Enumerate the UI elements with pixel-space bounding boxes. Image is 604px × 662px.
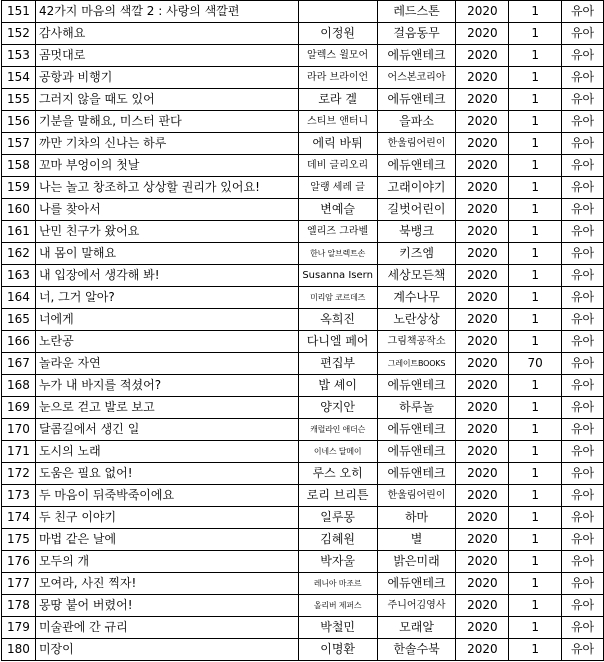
cell-year: 2020 (456, 595, 509, 617)
cell-grade: 유아 (562, 67, 604, 89)
cell-author: 박자울 (298, 551, 377, 573)
cell-grade: 유아 (562, 529, 604, 551)
cell-year: 2020 (456, 397, 509, 419)
cell-grade: 유아 (562, 375, 604, 397)
cell-author (298, 1, 377, 23)
cell-grade: 유아 (562, 309, 604, 331)
table-row (2, 441, 604, 463)
cell-year: 2020 (456, 155, 509, 177)
cell-year: 2020 (456, 463, 509, 485)
cell-publisher: 고래이야기 (377, 177, 456, 199)
cell-title: 너에게 (35, 309, 298, 331)
cell-author: 라라 브라이언 (298, 67, 377, 89)
cell-year: 2020 (456, 133, 509, 155)
cell-author: 에릭 바튀 (298, 133, 377, 155)
cell-author: 로리 브리튼 (298, 485, 377, 507)
cell-publisher: 길벗어린이 (377, 199, 456, 221)
cell-quantity: 1 (509, 23, 562, 45)
cell-quantity: 1 (509, 287, 562, 309)
cell-title: 꼬마 부엉이의 첫날 (35, 155, 298, 177)
cell-grade: 유아 (562, 463, 604, 485)
cell-publisher: 그림책공작소 (377, 331, 456, 353)
cell-author: 편집부 (298, 353, 377, 375)
cell-author: 캐럴라인 애더슨 (298, 419, 377, 441)
cell-author: Susanna Isern (298, 265, 377, 287)
cell-quantity: 1 (509, 375, 562, 397)
cell-author: 한나 알브렉트손 (298, 243, 377, 265)
table-row (2, 375, 604, 397)
cell-title: 까만 기차의 신나는 하루 (35, 133, 298, 155)
cell-grade: 유아 (562, 111, 604, 133)
table-row (2, 287, 604, 309)
cell-number: 176 (2, 551, 36, 573)
cell-author: 이네스 달메이 (298, 441, 377, 463)
table-row (2, 507, 604, 529)
cell-publisher: 그레이트BOOKS (377, 353, 456, 375)
table-row (2, 1, 604, 23)
cell-grade: 유아 (562, 397, 604, 419)
cell-grade: 유아 (562, 287, 604, 309)
cell-number: 154 (2, 67, 36, 89)
cell-grade: 유아 (562, 507, 604, 529)
cell-grade: 유아 (562, 243, 604, 265)
cell-quantity: 1 (509, 155, 562, 177)
table-row (2, 89, 604, 111)
cell-title: 도움은 필요 없어! (35, 463, 298, 485)
cell-title: 미술관에 간 규리 (35, 617, 298, 639)
cell-publisher: 노란상상 (377, 309, 456, 331)
cell-number: 178 (2, 595, 36, 617)
table-row (2, 529, 604, 551)
cell-grade: 유아 (562, 199, 604, 221)
cell-title: 미장이 (35, 639, 298, 661)
cell-number: 159 (2, 177, 36, 199)
cell-title: 눈으로 걷고 발로 보고 (35, 397, 298, 419)
cell-number: 158 (2, 155, 36, 177)
cell-quantity: 1 (509, 529, 562, 551)
cell-author: 박철민 (298, 617, 377, 639)
cell-author: 루스 오히 (298, 463, 377, 485)
cell-grade: 유아 (562, 265, 604, 287)
cell-author: 알렉스 윌모어 (298, 45, 377, 67)
cell-publisher: 에듀앤테크 (377, 155, 456, 177)
cell-year: 2020 (456, 221, 509, 243)
table-row (2, 199, 604, 221)
table-row (2, 463, 604, 485)
cell-title: 너, 그거 알아? (35, 287, 298, 309)
cell-year: 2020 (456, 265, 509, 287)
cell-title: 누가 내 바지를 적셨어? (35, 375, 298, 397)
cell-quantity: 1 (509, 221, 562, 243)
cell-publisher: 한울림어린이 (377, 133, 456, 155)
cell-publisher: 에듀앤테크 (377, 45, 456, 67)
cell-grade: 유아 (562, 441, 604, 463)
cell-title: 두 마음이 뒤죽박죽이에요 (35, 485, 298, 507)
cell-number: 180 (2, 639, 36, 661)
cell-quantity: 1 (509, 67, 562, 89)
cell-quantity: 1 (509, 1, 562, 23)
cell-publisher: 에듀앤테크 (377, 463, 456, 485)
cell-number: 162 (2, 243, 36, 265)
cell-year: 2020 (456, 441, 509, 463)
cell-year: 2020 (456, 89, 509, 111)
cell-year: 2020 (456, 45, 509, 67)
cell-title: 모여라, 사진 찍자! (35, 573, 298, 595)
cell-title: 곰멋대로 (35, 45, 298, 67)
cell-grade: 유아 (562, 89, 604, 111)
cell-year: 2020 (456, 309, 509, 331)
cell-author: 이정원 (298, 23, 377, 45)
cell-publisher: 하마 (377, 507, 456, 529)
cell-author: 스티브 앤터니 (298, 111, 377, 133)
table-row (2, 45, 604, 67)
cell-quantity: 1 (509, 111, 562, 133)
cell-number: 151 (2, 1, 36, 23)
cell-publisher: 계수나무 (377, 287, 456, 309)
cell-author: 옥희진 (298, 309, 377, 331)
table-row (2, 617, 604, 639)
cell-title: 42가지 마음의 색깔 2 : 사랑의 색깔편 (35, 1, 298, 23)
cell-year: 2020 (456, 639, 509, 661)
cell-grade: 유아 (562, 551, 604, 573)
cell-grade: 유아 (562, 595, 604, 617)
cell-quantity: 1 (509, 89, 562, 111)
cell-title: 달콤길에서 생긴 일 (35, 419, 298, 441)
table-row (2, 353, 604, 375)
cell-number: 171 (2, 441, 36, 463)
table-row (2, 23, 604, 45)
cell-publisher: 어스본코리아 (377, 67, 456, 89)
cell-number: 173 (2, 485, 36, 507)
cell-quantity: 1 (509, 617, 562, 639)
cell-number: 163 (2, 265, 36, 287)
cell-number: 161 (2, 221, 36, 243)
cell-number: 175 (2, 529, 36, 551)
cell-quantity: 1 (509, 177, 562, 199)
table-body (2, 1, 604, 661)
cell-grade: 유아 (562, 353, 604, 375)
cell-title: 마법 같은 날에 (35, 529, 298, 551)
cell-grade: 유아 (562, 155, 604, 177)
table-row (2, 595, 604, 617)
cell-publisher: 한솔수북 (377, 639, 456, 661)
cell-author: 이명환 (298, 639, 377, 661)
cell-number: 153 (2, 45, 36, 67)
cell-title: 나를 찾아서 (35, 199, 298, 221)
cell-publisher: 에듀앤테크 (377, 419, 456, 441)
cell-year: 2020 (456, 111, 509, 133)
cell-author: 레니아 마조르 (298, 573, 377, 595)
cell-number: 168 (2, 375, 36, 397)
cell-quantity: 70 (509, 353, 562, 375)
cell-number: 155 (2, 89, 36, 111)
cell-year: 2020 (456, 485, 509, 507)
cell-author: 엘리즈 그라벨 (298, 221, 377, 243)
cell-publisher: 한울림어린이 (377, 485, 456, 507)
cell-number: 177 (2, 573, 36, 595)
cell-author: 데비 글리오리 (298, 155, 377, 177)
table-row (2, 485, 604, 507)
cell-title: 내 몸이 말해요 (35, 243, 298, 265)
cell-title: 몽땅 붙어 버렸어! (35, 595, 298, 617)
table-row (2, 133, 604, 155)
cell-author: 로라 겔 (298, 89, 377, 111)
cell-publisher: 을파소 (377, 111, 456, 133)
cell-year: 2020 (456, 353, 509, 375)
cell-title: 공항과 비행기 (35, 67, 298, 89)
cell-year: 2020 (456, 243, 509, 265)
cell-number: 160 (2, 199, 36, 221)
cell-author: 다니엘 페어 (298, 331, 377, 353)
cell-quantity: 1 (509, 397, 562, 419)
cell-grade: 유아 (562, 573, 604, 595)
cell-number: 156 (2, 111, 36, 133)
cell-number: 169 (2, 397, 36, 419)
cell-title: 감사해요 (35, 23, 298, 45)
cell-title: 그러지 않을 때도 있어 (35, 89, 298, 111)
cell-title: 놀라운 자연 (35, 353, 298, 375)
cell-quantity: 1 (509, 463, 562, 485)
table-row (2, 177, 604, 199)
cell-quantity: 1 (509, 507, 562, 529)
cell-year: 2020 (456, 419, 509, 441)
cell-title: 도시의 노래 (35, 441, 298, 463)
cell-quantity: 1 (509, 419, 562, 441)
cell-title: 모두의 개 (35, 551, 298, 573)
cell-year: 2020 (456, 551, 509, 573)
cell-grade: 유아 (562, 419, 604, 441)
cell-quantity: 1 (509, 595, 562, 617)
cell-author: 김혜원 (298, 529, 377, 551)
table-row (2, 331, 604, 353)
cell-title: 기분을 말해요, 미스터 판다 (35, 111, 298, 133)
cell-author: 밥 셰이 (298, 375, 377, 397)
table-row (2, 639, 604, 661)
cell-publisher: 별 (377, 529, 456, 551)
cell-number: 174 (2, 507, 36, 529)
cell-quantity: 1 (509, 551, 562, 573)
cell-quantity: 1 (509, 133, 562, 155)
cell-grade: 유아 (562, 617, 604, 639)
cell-quantity: 1 (509, 243, 562, 265)
cell-author: 올리버 제퍼스 (298, 595, 377, 617)
cell-author: 변예슬 (298, 199, 377, 221)
cell-title: 두 친구 이야기 (35, 507, 298, 529)
cell-quantity: 1 (509, 265, 562, 287)
cell-publisher: 하루놀 (377, 397, 456, 419)
cell-publisher: 에듀앤테크 (377, 441, 456, 463)
cell-year: 2020 (456, 177, 509, 199)
cell-year: 2020 (456, 67, 509, 89)
cell-grade: 유아 (562, 331, 604, 353)
table-row (2, 309, 604, 331)
cell-publisher: 밝은미래 (377, 551, 456, 573)
cell-publisher: 에듀앤테크 (377, 89, 456, 111)
cell-quantity: 1 (509, 45, 562, 67)
cell-number: 164 (2, 287, 36, 309)
cell-number: 157 (2, 133, 36, 155)
table-row (2, 155, 604, 177)
cell-quantity: 1 (509, 309, 562, 331)
cell-grade: 유아 (562, 23, 604, 45)
cell-year: 2020 (456, 287, 509, 309)
table-row (2, 67, 604, 89)
cell-number: 179 (2, 617, 36, 639)
cell-year: 2020 (456, 573, 509, 595)
cell-author: 미리암 코르데즈 (298, 287, 377, 309)
cell-year: 2020 (456, 529, 509, 551)
table-row (2, 243, 604, 265)
cell-publisher: 키즈엠 (377, 243, 456, 265)
cell-year: 2020 (456, 331, 509, 353)
book-list-table (1, 0, 604, 661)
table-row (2, 419, 604, 441)
cell-year: 2020 (456, 199, 509, 221)
cell-grade: 유아 (562, 639, 604, 661)
cell-grade: 유아 (562, 485, 604, 507)
cell-grade: 유아 (562, 177, 604, 199)
cell-number: 172 (2, 463, 36, 485)
table-row (2, 397, 604, 419)
cell-number: 165 (2, 309, 36, 331)
cell-publisher: 주니어김영사 (377, 595, 456, 617)
table-row (2, 221, 604, 243)
cell-author: 알랭 세레 글 (298, 177, 377, 199)
cell-grade: 유아 (562, 1, 604, 23)
cell-year: 2020 (456, 1, 509, 23)
cell-publisher: 세상모든책 (377, 265, 456, 287)
cell-author: 일루몽 (298, 507, 377, 529)
cell-title: 내 입장에서 생각해 봐! (35, 265, 298, 287)
cell-grade: 유아 (562, 221, 604, 243)
cell-number: 152 (2, 23, 36, 45)
cell-year: 2020 (456, 617, 509, 639)
cell-quantity: 1 (509, 639, 562, 661)
cell-title: 노란공 (35, 331, 298, 353)
table-row (2, 265, 604, 287)
cell-quantity: 1 (509, 485, 562, 507)
cell-number: 170 (2, 419, 36, 441)
cell-grade: 유아 (562, 45, 604, 67)
cell-year: 2020 (456, 507, 509, 529)
cell-publisher: 북뱅크 (377, 221, 456, 243)
cell-year: 2020 (456, 375, 509, 397)
cell-grade: 유아 (562, 133, 604, 155)
cell-quantity: 1 (509, 331, 562, 353)
table-row (2, 551, 604, 573)
cell-publisher: 걸음동무 (377, 23, 456, 45)
cell-title: 나는 놀고 창조하고 상상할 권리가 있어요! (35, 177, 298, 199)
cell-year: 2020 (456, 23, 509, 45)
cell-number: 167 (2, 353, 36, 375)
cell-publisher: 모래알 (377, 617, 456, 639)
table-row (2, 111, 604, 133)
cell-quantity: 1 (509, 573, 562, 595)
cell-author: 양지안 (298, 397, 377, 419)
cell-quantity: 1 (509, 199, 562, 221)
cell-publisher: 레드스톤 (377, 1, 456, 23)
cell-title: 난민 친구가 왔어요 (35, 221, 298, 243)
cell-publisher: 에듀앤테크 (377, 573, 456, 595)
cell-publisher: 에듀앤테크 (377, 375, 456, 397)
cell-quantity: 1 (509, 441, 562, 463)
cell-number: 166 (2, 331, 36, 353)
table-row (2, 573, 604, 595)
